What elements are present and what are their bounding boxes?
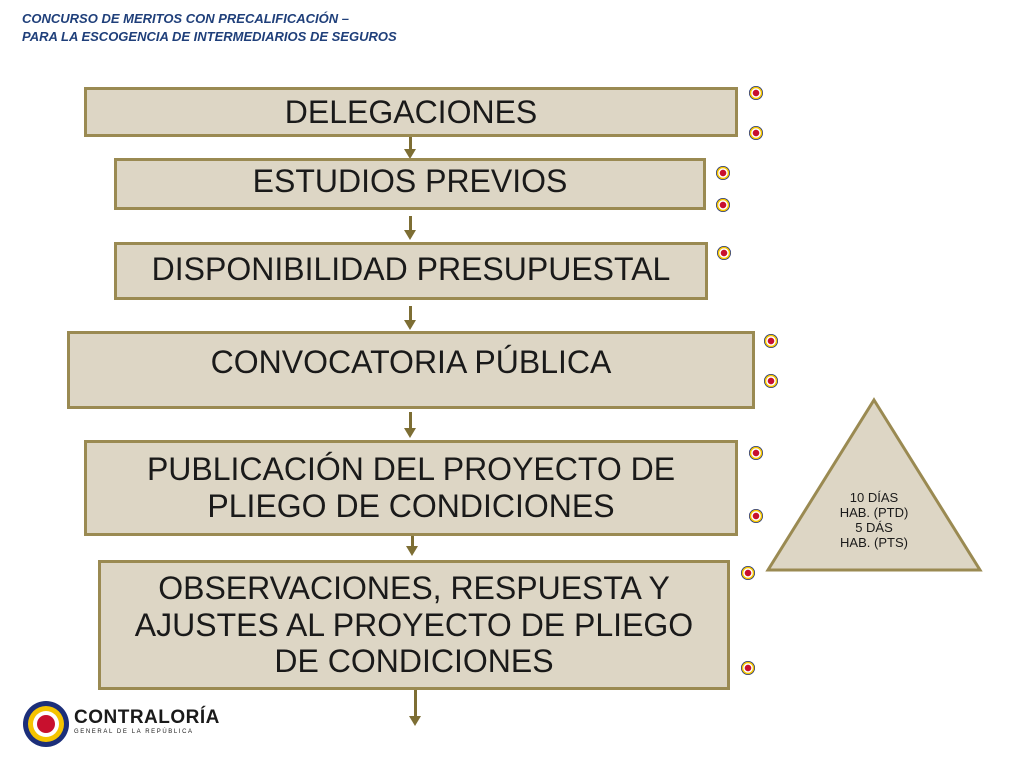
step-label: CONVOCATORIA PÚBLICA	[210, 344, 612, 380]
flow-arrow	[409, 216, 412, 232]
bullet-icon	[764, 374, 778, 388]
step-label-line-1: PUBLICACIÓN DEL PROYECTO DE	[146, 451, 676, 488]
slide-header	[22, 10, 397, 46]
timeframe-note	[820, 490, 928, 550]
step-observaciones-respuesta	[98, 560, 730, 690]
timeframe-line-3: 5 DÁS	[855, 520, 893, 535]
step-label: ESTUDIOS PREVIOS	[252, 162, 568, 199]
flow-arrow	[414, 690, 417, 718]
bullet-icon	[716, 166, 730, 180]
bullet-icon	[749, 86, 763, 100]
flow-arrow	[411, 536, 414, 548]
header-line-1: CONCURSO DE MERITOS CON PRECALIFICACIÓN –	[22, 11, 349, 26]
timeframe-line-1: 10 DÍAS	[849, 490, 899, 505]
bullet-icon	[741, 566, 755, 580]
step-estudios-previos	[114, 158, 706, 210]
bullet-icon	[716, 198, 730, 212]
step-delegaciones	[84, 87, 738, 137]
step-publicacion-proyecto	[84, 440, 738, 536]
logo-wordmark	[74, 708, 220, 736]
step-label: DELEGACIONES	[284, 93, 538, 130]
step-label-line-2: AJUSTES AL PROYECTO DE PLIEGO	[134, 606, 694, 643]
step-label: DISPONIBILIDAD PRESUPUESTAL	[151, 250, 671, 287]
timeframe-line-4: HAB. (PTS)	[840, 535, 908, 550]
bullet-icon	[764, 334, 778, 348]
flow-arrow	[409, 412, 412, 430]
step-label-line-2: PLIEGO DE CONDICIONES	[207, 488, 615, 524]
flow-arrow	[409, 306, 412, 322]
flow-arrow	[409, 137, 412, 151]
bullet-icon	[749, 126, 763, 140]
logo-subtitle: GENERAL DE LA REPÚBLICA	[74, 729, 194, 735]
logo-name: CONTRALORÍA	[74, 707, 220, 728]
bullet-icon	[741, 661, 755, 675]
step-label-line-3: DE CONDICIONES	[274, 643, 554, 680]
step-disponibilidad-presupuestal	[114, 242, 708, 300]
bullet-icon	[749, 446, 763, 460]
step-label-line-1: OBSERVACIONES, RESPUESTA Y	[158, 569, 670, 606]
bullet-icon	[717, 246, 731, 260]
bullet-icon	[749, 509, 763, 523]
timeframe-line-2: HAB. (PTD)	[839, 505, 909, 520]
step-convocatoria-publica	[67, 331, 755, 409]
header-line-2: PARA LA ESCOGENCIA DE INTERMEDIARIOS DE SEGUROS	[22, 29, 397, 44]
